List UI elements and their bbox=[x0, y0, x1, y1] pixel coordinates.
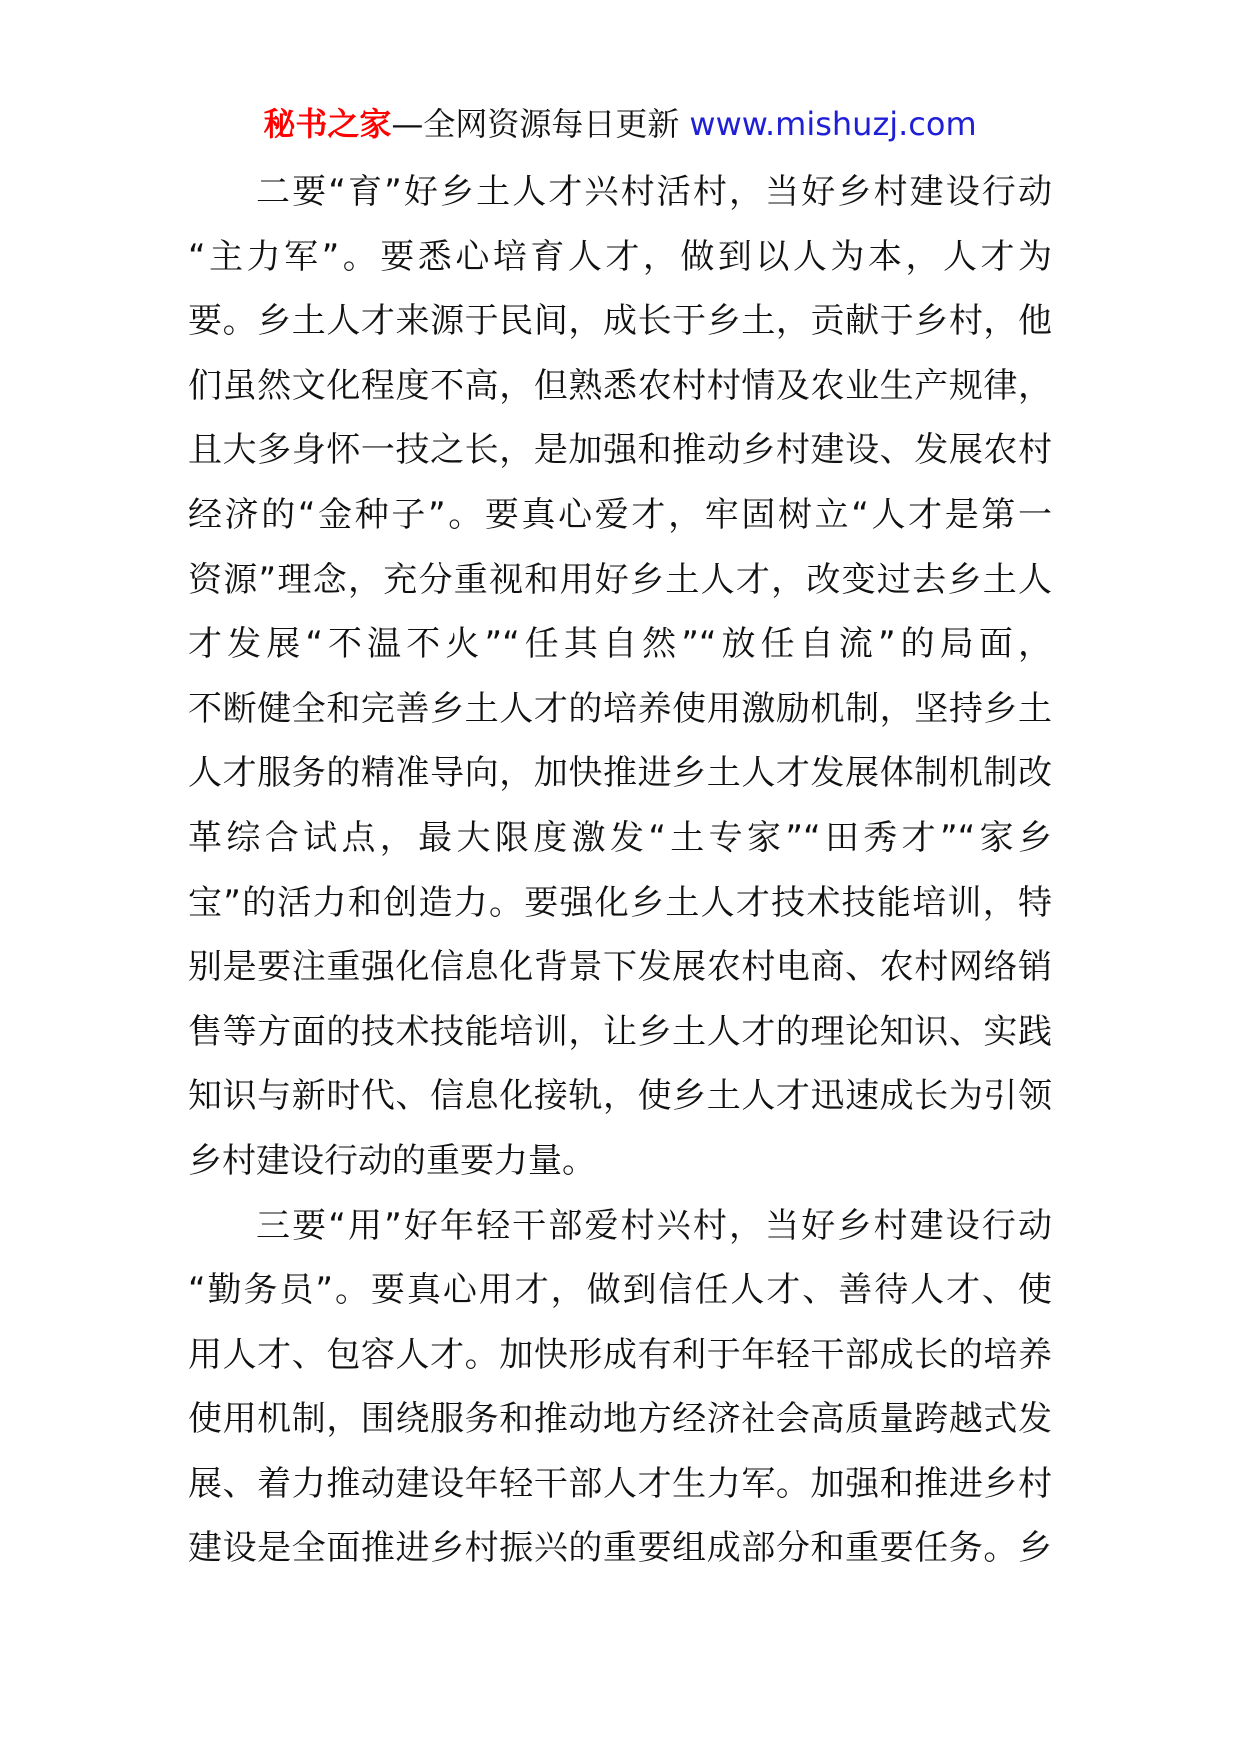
text-line: 建设是全面推进乡村振兴的重要组成部分和重要任务。乡 bbox=[188, 1528, 1052, 1569]
site-header bbox=[0, 98, 1240, 150]
document-body bbox=[188, 160, 1052, 1581]
text-line: 展、着力推动建设年轻干部人才生力军。加强和推进乡村 bbox=[188, 1463, 1052, 1504]
paragraph-young-cadres bbox=[188, 1194, 1052, 1582]
text-line: 人才服务的精准导向，加快推进乡土人才发展体制机制改 bbox=[188, 753, 1052, 794]
text-line: 二要“育”好乡土人才兴村活村，当好乡村建设行动 bbox=[256, 172, 1052, 212]
text-line: 知识与新时代、信息化接轨，使乡土人才迅速成长为引领 bbox=[188, 1076, 1052, 1117]
text-line: 经济的“金种子”。要真心爱才，牢固树立“人才是第一 bbox=[188, 494, 1052, 535]
text-line: 用人才、包容人才。加快形成有利于年轻干部成长的培养 bbox=[188, 1334, 1052, 1375]
site-brand: 秘书之家 bbox=[263, 105, 392, 143]
text-line: 资源”理念，充分重视和用好乡土人才，改变过去乡土人 bbox=[188, 559, 1052, 600]
text-line: 别是要注重强化信息化背景下发展农村电商、农村网络销 bbox=[188, 947, 1052, 988]
text-line: “勤务员”。要真心用才，做到信任人才、善待人才、使 bbox=[188, 1270, 1052, 1311]
text-line: “主力军”。要悉心培育人才，做到以人为本，人才为 bbox=[188, 236, 1052, 277]
text-line: 且大多身怀一技之长，是加强和推动乡村建设、发展农村 bbox=[188, 430, 1052, 471]
text-line: 要。乡土人才来源于民间，成长于乡土，贡献于乡村，他 bbox=[188, 301, 1052, 342]
text-line: 使用机制，围绕服务和推动地方经济社会高质量跨越式发 bbox=[188, 1399, 1052, 1440]
text-line: 三要“用”好年轻干部爱村兴村，当好乡村建设行动 bbox=[256, 1205, 1052, 1246]
text-line: 乡村建设行动的重要力量。 bbox=[188, 1140, 596, 1181]
paragraph-talent bbox=[188, 160, 1052, 1194]
text-line: 革综合试点，最大限度激发“土专家”“田秀才”“家乡 bbox=[188, 817, 1052, 858]
text-line: 们虽然文化程度不高，但熟悉农村村情及农业生产规律， bbox=[188, 365, 1052, 406]
site-url-link[interactable]: www.mishuzj.com bbox=[689, 105, 977, 143]
text-line: 才发展“不温不火”“任其自然”“放任自流”的局面， bbox=[188, 624, 1052, 665]
text-line: 宝”的活力和创造力。要强化乡土人才技术技能培训，特 bbox=[188, 882, 1052, 923]
text-line: 不断健全和完善乡土人才的培养使用激励机制，坚持乡土 bbox=[188, 688, 1052, 729]
text-line: 售等方面的技术技能培训，让乡土人才的理论知识、实践 bbox=[188, 1011, 1052, 1052]
site-tagline: —全网资源每日更新 bbox=[391, 105, 680, 143]
